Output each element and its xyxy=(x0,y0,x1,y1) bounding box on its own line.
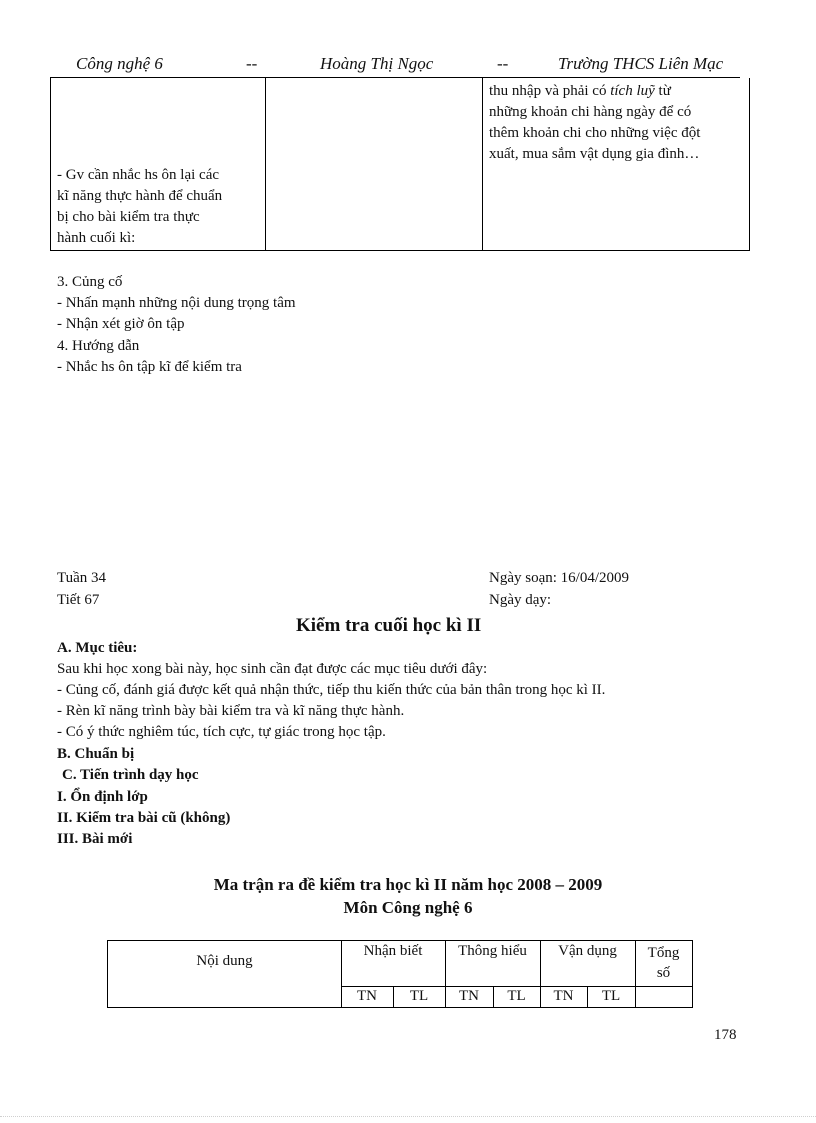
table-cell-notes xyxy=(57,165,222,249)
cell-text: những khoản chi hàng ngày để có xyxy=(489,104,692,120)
header-separator: -- xyxy=(246,54,258,73)
table-divider xyxy=(265,78,266,250)
cell-text: thu nhập và phải có xyxy=(489,83,611,99)
date-prepared: Ngày soạn: 16/04/2009 xyxy=(489,570,629,586)
list-item: - Củng cố, đánh giá được kết quả nhận thức, tiếp thu kiến thức của bản thân trong học kì II. xyxy=(57,682,606,698)
matrix-subtitle: Môn Công nghệ 6 xyxy=(343,898,473,917)
cell-text: hành cuối kì: xyxy=(57,230,136,246)
header-separator: -- xyxy=(497,54,509,73)
section-heading: B. Chuẩn bị xyxy=(57,746,135,762)
matrix-title: Ma trận ra đề kiểm tra học kì II năm học 2008 – 2009 xyxy=(213,875,603,894)
section-heading: III. Bài mới xyxy=(57,831,133,847)
lesson-period: Tiết 67 xyxy=(57,592,100,608)
cell-text: - Gv cần nhắc hs ôn lại các xyxy=(57,167,220,183)
page-bottom-rule xyxy=(0,1116,816,1117)
subheader-tl: TL xyxy=(409,988,429,1004)
header-total xyxy=(635,943,692,983)
paragraph-line: Sau khi học xong bài này, học sinh cần đạt được các mục tiêu dưới đây: xyxy=(57,661,488,677)
list-item: - Nhấn mạnh những nội dung trọng tâm xyxy=(57,295,296,311)
matrix-table xyxy=(107,940,693,1008)
list-item: - Có ý thức nghiêm túc, tích cực, tự giác trong học tập. xyxy=(57,724,386,740)
header-subject: Công nghệ 6 xyxy=(76,54,163,73)
list-item: - Nhắc hs ôn tập kĩ để kiểm tra xyxy=(57,359,242,375)
lesson-week: Tuần 34 xyxy=(57,570,107,586)
subheader-tl: TL xyxy=(601,988,621,1004)
table-cell-content xyxy=(489,81,700,165)
section-heading: A. Mục tiêu: xyxy=(57,640,138,656)
section-heading: I. Ổn định lớp xyxy=(57,789,148,805)
subheader-tn: TN xyxy=(357,988,377,1004)
header-recognition: Nhận biết xyxy=(363,943,423,959)
list-item: - Rèn kĩ năng trình bày bài kiểm tra và kĩ năng thực hành. xyxy=(57,703,405,719)
date-taught: Ngày dạy: xyxy=(489,592,552,608)
header-total-line: số xyxy=(656,965,671,981)
cell-text-emphasis: tích luỹ xyxy=(610,83,655,99)
cell-text: xuất, mua sắm vật dụng gia đình… xyxy=(489,146,700,162)
subheader-tn: TN xyxy=(459,988,479,1004)
header-total-line: Tổng xyxy=(647,945,680,961)
header-comprehension: Thông hiểu xyxy=(458,943,527,959)
table-divider xyxy=(482,78,483,250)
header-school: Trường THCS Liên Mạc xyxy=(558,54,724,73)
section-heading: 4. Hướng dẫn xyxy=(57,338,140,354)
section-heading: C. Tiến trình dạy học xyxy=(62,767,199,783)
lesson-table xyxy=(50,78,750,251)
section-heading: 3. Củng cố xyxy=(57,274,123,290)
page-number: 178 xyxy=(714,1027,737,1043)
subheader-tn: TN xyxy=(553,988,574,1004)
cell-text: kĩ năng thực hành để chuẩn xyxy=(57,188,223,204)
cell-text: từ xyxy=(654,83,671,99)
header-teacher: Hoàng Thị Ngọc xyxy=(320,54,434,73)
section-heading: II. Kiểm tra bài cũ (không) xyxy=(57,810,231,826)
page-title: Kiểm tra cuối học kì II xyxy=(296,615,482,636)
header-application: Vận dụng xyxy=(558,943,617,959)
cell-text: thêm khoản chi cho những việc đột xyxy=(489,125,701,141)
list-item: - Nhận xét giờ ôn tập xyxy=(57,316,185,332)
table-divider xyxy=(341,986,692,987)
cell-text: bị cho bài kiểm tra thực xyxy=(57,209,200,225)
subheader-tl: TL xyxy=(507,988,526,1004)
header-content: Nội dung xyxy=(196,953,253,969)
